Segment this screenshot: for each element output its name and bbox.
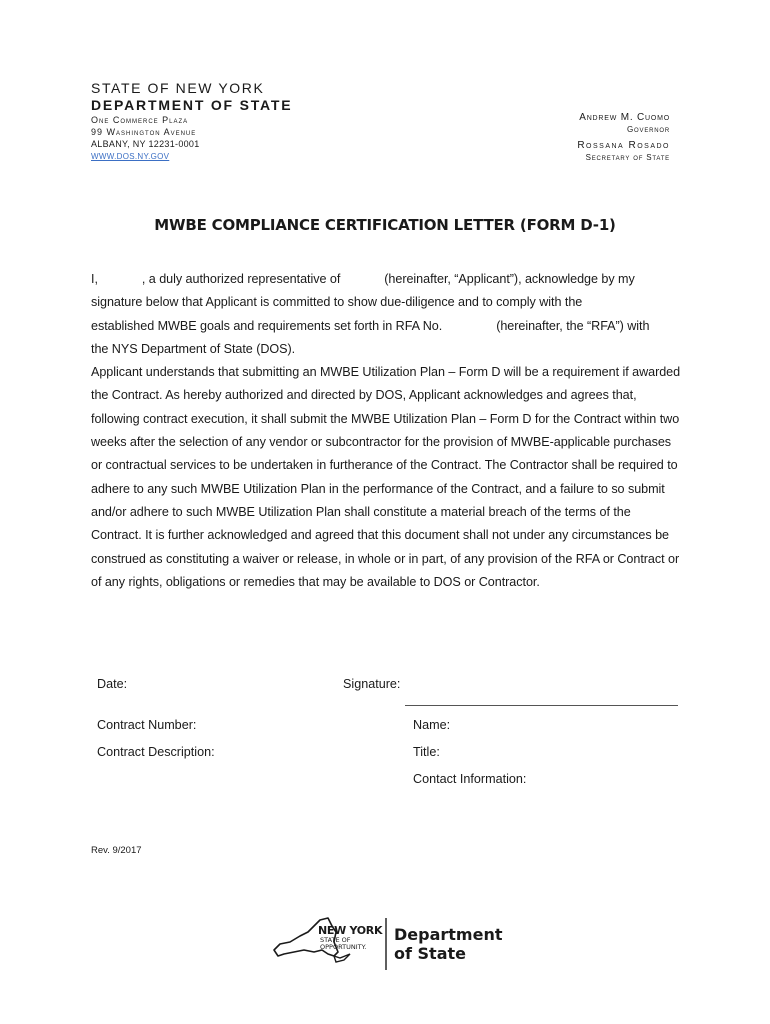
body-p1-b: , a duly authorized representative of: [141, 272, 341, 286]
logo-line-3: OPPORTUNITY.: [320, 943, 367, 951]
paragraph-1-line-3: [91, 315, 683, 338]
secretary-title: Secretary of State: [585, 153, 670, 162]
name-label: Name:: [413, 718, 451, 732]
logo-dept-line-1: Department: [394, 925, 503, 944]
governor-name: Andrew M. Cuomo: [579, 112, 670, 123]
website-link[interactable]: WWW.DOS.NY.GOV: [91, 152, 170, 161]
paragraph-1-line-1: [91, 268, 683, 291]
date-label: Date:: [97, 677, 128, 691]
letterhead-department: DEPARTMENT OF STATE: [91, 97, 293, 113]
revision-label: Rev. 9/2017: [91, 845, 142, 856]
body-p1-a: I,: [91, 272, 98, 286]
logo-line-1: NEW YORK: [318, 924, 383, 937]
logo-line-2: STATE OF: [320, 936, 351, 944]
body-p1-e: established MWBE goals and requirements set forth in RFA No.: [91, 318, 443, 333]
address-line-2: 99 Washington Avenue: [91, 127, 197, 137]
signature-label: Signature:: [343, 677, 401, 691]
secretary-name: Rossana Rosado: [577, 140, 670, 151]
address-line-1: One Commerce Plaza: [91, 115, 189, 125]
body-p2: Applicant understands that submitting an MWBE Utilization Plan – Form D will be a requirement if awarded the Contract. As hereby authorized and directed by DOS, Applicant acknowledges and agrees that, following contract execution, it shall submit the MWBE Utilization Plan – Form D for the Contract within two weeks after the selection of any vendor or subcontractor for the provision of MWBE-applicable purchases or contractual services to be undertaken in furtherance of the Contract. The Contractor shall be required to adhere to any such MWBE Utilization Plan in the performance of the Contract, and a failure to so submit and/or adhere to such MWBE Utilization Plan shall constitute a material breach of the terms of the Contract. It is further acknowledged and agreed that this document shall not under any circumstances be construed as constituting a waiver or release, in whole or in part, of any provision of the RFA or Contract or of any rights, obligations or remedies that may be available to DOS or Contractor.: [91, 365, 681, 589]
governor-title: Governor: [627, 125, 670, 134]
contract-number-label: Contract Number:: [97, 718, 197, 732]
form-title: MWBE COMPLIANCE CERTIFICATION LETTER (FORM D-1): [154, 216, 616, 234]
nys-department-of-state-logo: [270, 912, 510, 974]
logo-dept-line-2: of State: [394, 944, 466, 963]
address-line-3: ALBANY, NY 12231-0001: [91, 139, 200, 149]
contact-information-label: Contact Information:: [413, 772, 527, 786]
letterhead-state: STATE OF NEW YORK: [91, 80, 265, 96]
body-p1-c: (hereinafter, “Applicant”), acknowledge by my: [384, 272, 635, 286]
contract-description-label: Contract Description:: [97, 745, 215, 759]
body-p1-d: signature below that Applicant is committed to show due-diligence and to comply with the: [91, 295, 583, 310]
body-p1-f: (hereinafter, the “RFA”) with: [496, 318, 650, 333]
title-label: Title:: [413, 745, 440, 759]
signature-line[interactable]: [405, 705, 678, 706]
body-p1-g: the NYS Department of State (DOS).: [91, 341, 296, 356]
certification-body: [91, 268, 683, 594]
